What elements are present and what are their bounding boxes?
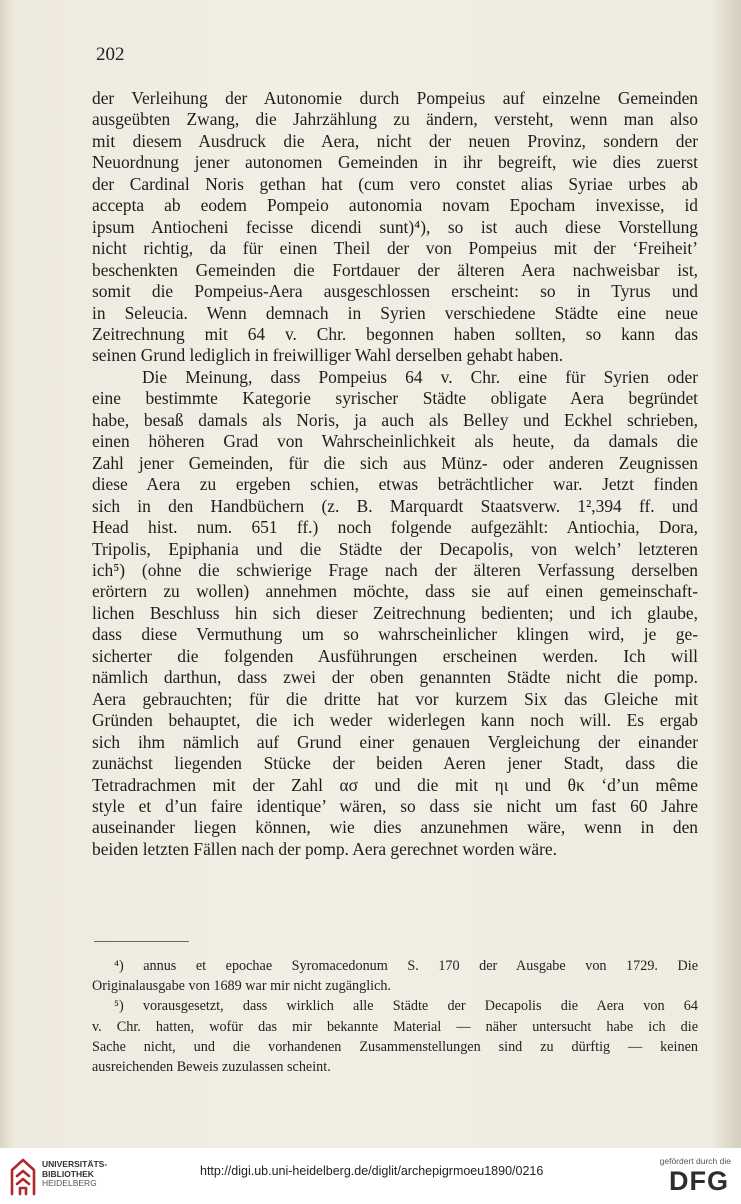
body-line: ipsum Antiocheni fecisse dicendi sunt)⁴), so ist auch diese Vorstellung (92, 216, 698, 237)
institution-line: HEIDELBERG (42, 1178, 97, 1188)
body-line: dass diese Vermuthung um so wahrscheinlicher klingen wird, je ge- (92, 624, 698, 645)
permalink-url[interactable]: http://digi.ub.uni-heidelberg.de/diglit/archepigrmoeu1890/0216 (200, 1164, 544, 1178)
viewer-footer (0, 1148, 741, 1204)
body-line: erörtern zu wollen) annehmen möchte, dass sie auf einen gemeinschaft- (92, 581, 698, 602)
body-line: zunächst liegenden Stücke der beiden Aeren jener Stadt, dass die (92, 753, 698, 774)
institution-line: UNIVERSITÄTS- (42, 1159, 108, 1169)
body-line: ausgeübten Zwang, die Jahrzählung zu ändern, versteht, wenn man also (92, 109, 698, 130)
body-line: diese Aera zu ergeben schien, etwas beträchtlicher war. Jetzt finden (92, 474, 698, 495)
body-text (92, 88, 698, 860)
body-line: style et d’un faire identique’ wären, so dass sie nicht um fast 60 Jahre (92, 795, 698, 816)
dfg-logo: DFG (669, 1166, 729, 1196)
body-line: Aera gebrauchten; für die dritte hat vor kurzem Six das Gleiche mit (92, 688, 698, 709)
body-line: eine bestimmte Kategorie syrischer Städte obligate Aera begründet (92, 388, 698, 409)
body-line: mit diesem Ausdruck die Aera, nicht der neuen Provinz, sondern der (92, 130, 698, 151)
body-line: Tripolis, Epiphania und die Städte der Decapolis, von welch’ letzteren (92, 538, 698, 559)
body-line: beschenkten Gemeinden die Fortdauer der älteren Aera nachweisbar ist, (92, 259, 698, 280)
institution-line: BIBLIOTHEK (42, 1168, 94, 1179)
institution-name (42, 1160, 107, 1189)
body-line: Neuordnung jener autonomen Gemeinden in ihr begreift, wie dies zuerst (92, 152, 698, 173)
body-line: somit die Pompeius-Aera ausgeschlossen erscheint: so in Tyrus und (92, 281, 698, 302)
body-line: Head hist. num. 651 ff.) noch folgende aufgezählt: Antiochia, Dora, (92, 517, 698, 538)
body-line: nicht richtig, da für einen Theil der von Pompeius mit der ‘Freiheit’ (92, 238, 698, 259)
body-line: der Cardinal Noris gethan hat (cum vero constet alias Syriae urbes ab (92, 173, 698, 194)
body-line: der Verleihung der Autonomie durch Pompeius auf einzelne Gemeinden (92, 88, 698, 108)
university-library-logo-icon (8, 1158, 38, 1196)
body-line: Tetradrachmen mit der Zahl ασ und die mit ηι und θκ ‘d’un même (92, 774, 698, 795)
body-line: accepta ab eodem Pompeio autonomia novam Epocham invexisse, id (92, 195, 698, 216)
footnote-line: ⁵) vorausgesetzt, dass wirklich alle Städte der Decapolis die Aera von 64 (114, 998, 698, 1015)
funded-by-label: gefördert durch die (659, 1156, 731, 1166)
body-line: Zahl jener Gemeinden, für die sich aus Münz- oder anderen Zeugnissen (92, 452, 698, 473)
body-line: sicherter die folgenden Ausführungen erscheinen werden. Ich will (92, 645, 698, 666)
footnote-line: Sache nicht, und die vorhandenen Zusammenstellungen sind zu dürftig — keinen (92, 1038, 698, 1055)
body-line: nämlich darthun, dass zwei der oben genannten Städte nicht die pomp. (92, 667, 698, 688)
body-line: Zeitrechnung mit 64 v. Chr. begonnen haben sollten, so kann das (92, 323, 698, 344)
footnote-line: v. Chr. hatten, wofür das mir bekannte Material — näher untersucht habe ich die (92, 1018, 698, 1035)
body-line: in Seleucia. Wenn demnach in Syrien verschiedene Städte eine neue (92, 302, 698, 323)
body-line: auseinander liegen können, wie dies anzunehmen wäre, wenn in den (92, 817, 698, 838)
body-line: sich ihm nämlich auf Grund einer genauen Vergleichung der einander (92, 731, 698, 752)
body-line: ich⁵) (ohne die schwierige Frage nach der älteren Verfassung derselben (92, 559, 698, 580)
body-line: Die Meinung, dass Pompeius 64 v. Chr. eine für Syrien oder (142, 366, 698, 387)
body-line: habe, besaß damals als Noris, ja auch als Belley und Eckhel schrieben, (92, 409, 698, 430)
footnote-line: ausreichenden Beweis zuzulassen scheint. (92, 1059, 331, 1076)
body-line: beiden letzten Fällen nach der pomp. Aera gerechnet worden wäre. (92, 838, 557, 859)
body-line: lichen Beschluss hin sich dieser Zeitrechnung bedienten; und ich glaube, (92, 602, 698, 623)
body-line: seinen Grund lediglich in freiwilliger Wahl derselben gehabt haben. (92, 345, 564, 366)
page-number: 202 (96, 44, 125, 65)
body-line: einen höheren Grad von Wahrscheinlichkeit als heute, da damals die (92, 431, 698, 452)
footnote-divider (94, 941, 189, 942)
footnotes (92, 956, 698, 1077)
body-line: sich in den Handbüchern (z. B. Marquardt Staatsverw. 1²,394 ff. und (92, 495, 698, 516)
body-line: Gründen behauptet, die ich weder widerlegen kann noch will. Es ergab (92, 710, 698, 731)
footnote-line: Originalausgabe von 1689 war mir nicht zugänglich. (92, 978, 392, 995)
footnote-line: ⁴) annus et epochae Syromacedonum S. 170 der Ausgabe von 1729. Die (114, 958, 698, 974)
